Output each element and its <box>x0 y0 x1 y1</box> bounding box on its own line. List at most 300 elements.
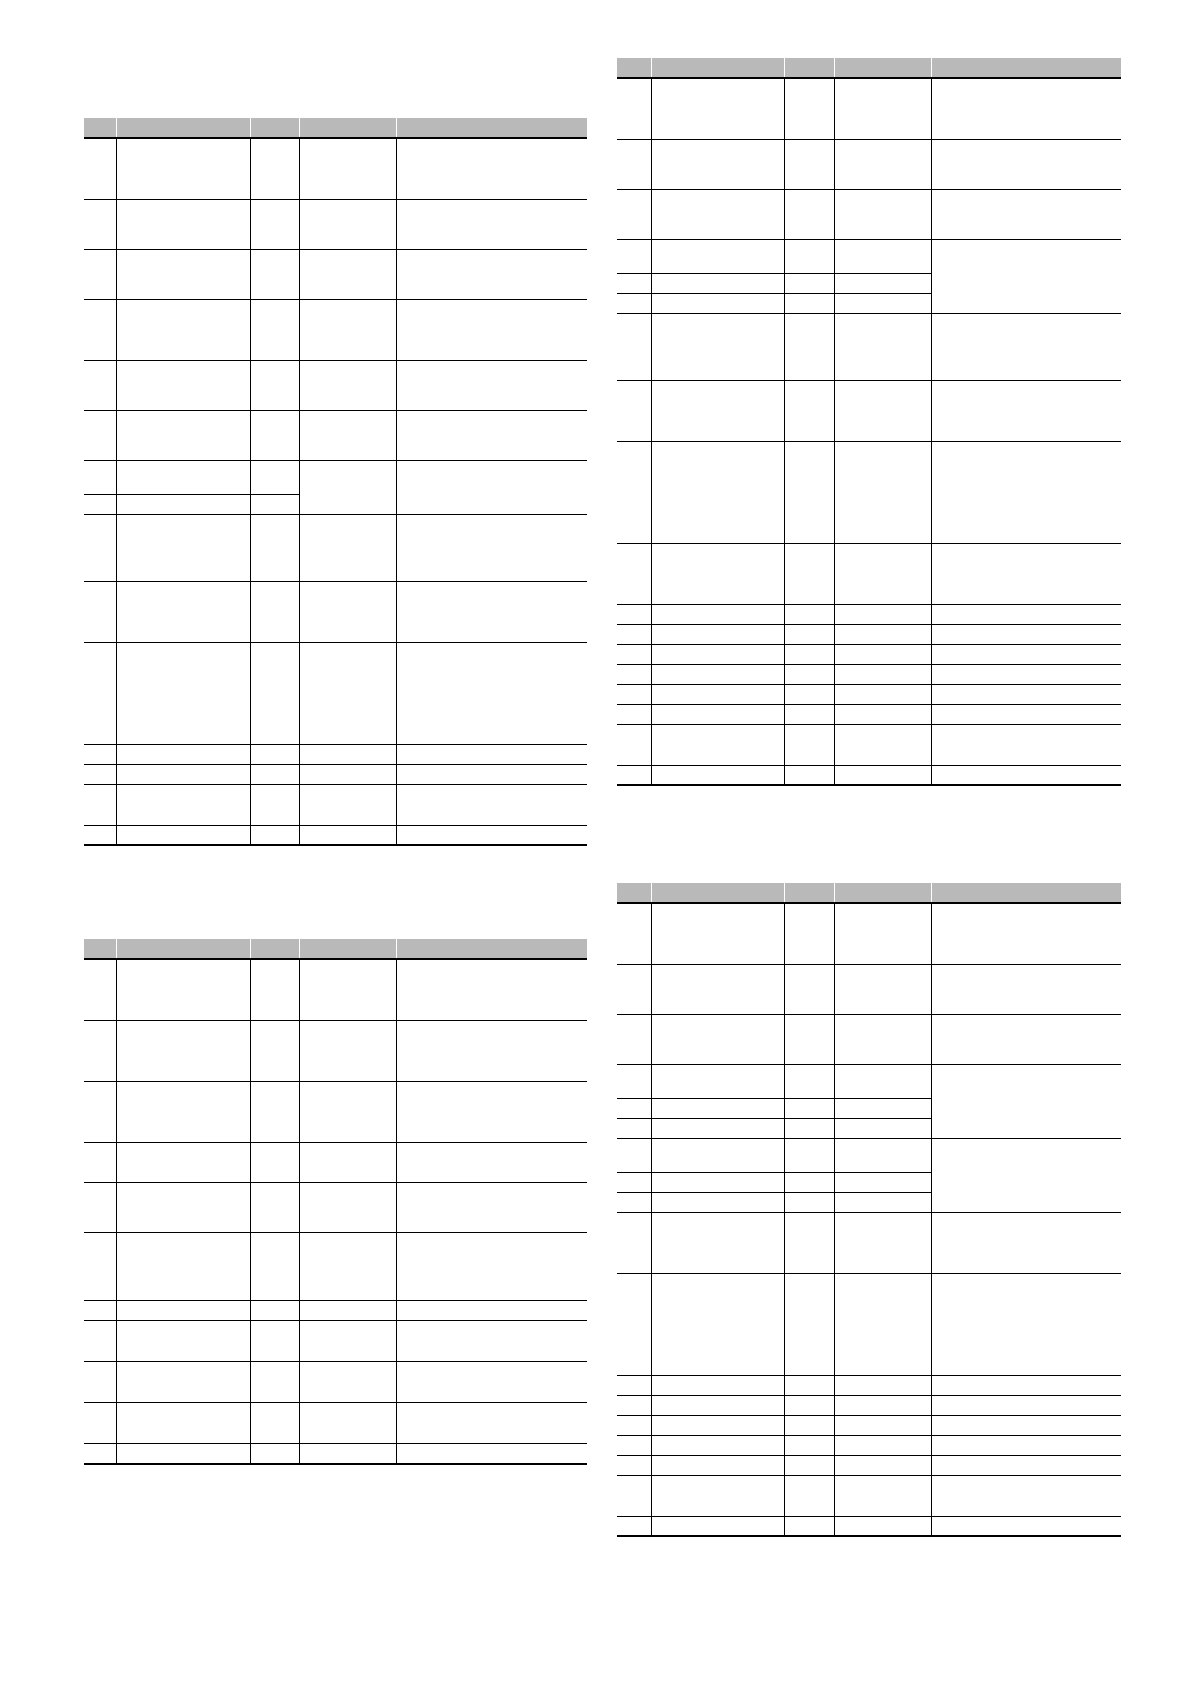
table-cell <box>396 514 587 581</box>
table-cell <box>931 1273 1121 1375</box>
table-body <box>617 903 1121 1536</box>
table-cell <box>651 1118 784 1138</box>
table-cell <box>250 460 299 494</box>
table-header <box>84 939 587 959</box>
table-body <box>617 78 1121 785</box>
table-cell <box>617 1273 651 1375</box>
table-row <box>617 1516 1121 1536</box>
table-cell <box>250 138 299 199</box>
table-cell <box>651 78 784 139</box>
table-cell <box>617 1064 651 1098</box>
table-cell <box>396 784 587 825</box>
table-header <box>617 58 1121 78</box>
table-cell <box>784 903 834 964</box>
table-cell <box>931 1375 1121 1395</box>
table-cell <box>299 249 396 299</box>
table-cell <box>834 1395 931 1415</box>
table-cell <box>834 1098 931 1118</box>
table-cell <box>396 410 587 460</box>
table-cell <box>396 1300 587 1320</box>
table-cell <box>250 764 299 784</box>
table-cell <box>834 1138 931 1172</box>
table-cell <box>651 1273 784 1375</box>
table-cell <box>617 1014 651 1064</box>
table-row <box>84 138 587 199</box>
table-cell <box>617 1375 651 1395</box>
table-cell <box>931 1516 1121 1536</box>
table-cell <box>396 764 587 784</box>
table-cell <box>651 684 784 704</box>
table-cell <box>250 1361 299 1402</box>
table-cell <box>396 199 587 249</box>
table-cell <box>396 1402 587 1443</box>
table-cell <box>617 139 651 189</box>
table-row <box>617 704 1121 724</box>
table-cell <box>250 581 299 642</box>
table-cell <box>84 959 116 1020</box>
table-row <box>617 1435 1121 1455</box>
table-cell <box>617 380 651 441</box>
table-cell <box>651 313 784 380</box>
table-cell <box>834 1192 931 1212</box>
table-cell <box>651 189 784 239</box>
table-header <box>617 883 1121 903</box>
table-row <box>84 514 587 581</box>
table-row <box>617 1064 1121 1098</box>
table-cell <box>116 1361 250 1402</box>
table-cell <box>84 410 116 460</box>
table-cell <box>116 784 250 825</box>
table-cell <box>651 624 784 644</box>
table-cell <box>299 1182 396 1232</box>
table-cell <box>299 1320 396 1361</box>
table-cell <box>617 1455 651 1475</box>
table-cell <box>396 825 587 845</box>
table-row <box>617 1014 1121 1064</box>
table-cell <box>299 1361 396 1402</box>
table-cell <box>250 1320 299 1361</box>
table-cell <box>84 360 116 410</box>
table-cell <box>396 1232 587 1300</box>
table-cell <box>931 1435 1121 1455</box>
table-cell <box>834 273 931 293</box>
table-cell <box>834 293 931 313</box>
table-cell <box>116 494 250 514</box>
table-cell <box>651 1212 784 1273</box>
table-cell <box>651 1014 784 1064</box>
table-cell <box>299 959 396 1020</box>
table-cell <box>834 1118 931 1138</box>
table-cell <box>396 138 587 199</box>
table-cell <box>651 704 784 724</box>
table-row <box>617 189 1121 239</box>
table-cell <box>834 684 931 704</box>
table-cell <box>651 543 784 604</box>
table-cell <box>784 1192 834 1212</box>
table-cell <box>299 1443 396 1464</box>
table-cell <box>651 441 784 543</box>
table-row <box>617 139 1121 189</box>
table-cell <box>299 410 396 460</box>
table-cell <box>116 1402 250 1443</box>
table-cell <box>931 624 1121 644</box>
table-cell <box>651 724 784 765</box>
table-cell <box>784 644 834 664</box>
parameter-table-2 <box>84 939 587 1465</box>
table-cell <box>617 239 651 273</box>
table-cell <box>84 1142 116 1182</box>
table-cell <box>784 1212 834 1273</box>
table-cell <box>396 581 587 642</box>
table-cell <box>931 1395 1121 1415</box>
table-cell <box>617 543 651 604</box>
table-cell <box>84 1020 116 1081</box>
table-cell <box>84 1182 116 1232</box>
table-cell <box>299 1142 396 1182</box>
table-cell <box>784 704 834 724</box>
table-body <box>84 959 587 1464</box>
table-cell <box>617 189 651 239</box>
table-cell <box>834 765 931 785</box>
table-cell <box>299 514 396 581</box>
table-cell <box>931 724 1121 765</box>
table-cell <box>651 1192 784 1212</box>
table-cell <box>617 1212 651 1273</box>
table-cell <box>784 1014 834 1064</box>
table-cell <box>784 664 834 684</box>
table-cell <box>834 313 931 380</box>
table-row <box>617 239 1121 273</box>
table-cell <box>250 1182 299 1232</box>
table-cell <box>250 744 299 764</box>
table-cell <box>299 299 396 360</box>
table-cell <box>931 313 1121 380</box>
table-cell <box>617 664 651 684</box>
table-cell <box>299 744 396 764</box>
table-cell <box>84 1361 116 1402</box>
table-cell <box>931 441 1121 543</box>
table-cell <box>396 1081 587 1142</box>
table-cell <box>84 1320 116 1361</box>
table-cell <box>651 604 784 624</box>
table-cell <box>299 642 396 744</box>
table-cell <box>651 1435 784 1455</box>
table-cell <box>250 1142 299 1182</box>
table-cell <box>84 1443 116 1464</box>
table-cell <box>116 138 250 199</box>
table-cell <box>834 543 931 604</box>
table-row <box>84 642 587 744</box>
table-cell <box>250 1443 299 1464</box>
table-row <box>617 1212 1121 1273</box>
table-cell <box>250 959 299 1020</box>
table-cell <box>116 1320 250 1361</box>
table-cell <box>784 78 834 139</box>
table-row <box>84 1320 587 1361</box>
table-cell <box>299 1232 396 1300</box>
table-cell <box>84 764 116 784</box>
table-cell <box>116 642 250 744</box>
table-cell <box>651 1475 784 1516</box>
table-cell <box>784 1273 834 1375</box>
table-cell <box>250 514 299 581</box>
table-cell <box>651 644 784 664</box>
table-cell <box>116 460 250 494</box>
table-cell <box>250 642 299 744</box>
table-row <box>617 1375 1121 1395</box>
table-cell <box>834 664 931 684</box>
table-row <box>617 724 1121 765</box>
table-cell <box>651 1098 784 1118</box>
table-cell <box>651 273 784 293</box>
table-cell <box>299 460 396 514</box>
table-cell <box>651 1516 784 1536</box>
table-row <box>84 1361 587 1402</box>
table-cell <box>84 494 116 514</box>
table-row <box>84 1142 587 1182</box>
table-cell <box>931 1138 1121 1212</box>
table-cell <box>784 624 834 644</box>
table-row <box>84 299 587 360</box>
table-row <box>84 825 587 845</box>
table-cell <box>84 1402 116 1443</box>
table-cell <box>931 644 1121 664</box>
table-cell <box>84 460 116 494</box>
table-row <box>617 543 1121 604</box>
table-cell <box>299 199 396 249</box>
table-cell <box>617 624 651 644</box>
table-row <box>617 1455 1121 1475</box>
table-cell <box>116 410 250 460</box>
table-cell <box>116 249 250 299</box>
table-cell <box>834 1172 931 1192</box>
table-cell <box>931 1475 1121 1516</box>
table-cell <box>931 139 1121 189</box>
table-cell <box>250 1300 299 1320</box>
table-cell <box>396 642 587 744</box>
table-cell <box>299 581 396 642</box>
table-cell <box>617 78 651 139</box>
table-cell <box>651 1395 784 1415</box>
table-cell <box>84 642 116 744</box>
table-cell <box>250 494 299 514</box>
table-row <box>84 1020 587 1081</box>
table-row <box>84 1232 587 1300</box>
table-cell <box>834 441 931 543</box>
table-row <box>617 1273 1121 1375</box>
table-cell <box>116 744 250 764</box>
table-cell <box>784 604 834 624</box>
table-cell <box>617 704 651 724</box>
table-cell <box>834 624 931 644</box>
table-cell <box>250 1020 299 1081</box>
table-cell <box>651 1415 784 1435</box>
table-row <box>84 959 587 1020</box>
table-cell <box>84 514 116 581</box>
table-cell <box>116 1142 250 1182</box>
table-cell <box>299 1081 396 1142</box>
table-cell <box>651 239 784 273</box>
table-cell <box>617 1516 651 1536</box>
table-cell <box>784 765 834 785</box>
table-cell <box>116 959 250 1020</box>
table-cell <box>617 441 651 543</box>
parameter-table-1 <box>84 118 587 846</box>
table-cell <box>116 581 250 642</box>
table-cell <box>116 360 250 410</box>
table-cell <box>834 1516 931 1536</box>
table-cell <box>931 78 1121 139</box>
table-cell <box>84 199 116 249</box>
table-row <box>84 360 587 410</box>
table-cell <box>834 1014 931 1064</box>
table-cell <box>617 1118 651 1138</box>
table-cell <box>784 1455 834 1475</box>
table-cell <box>250 825 299 845</box>
table-cell <box>834 139 931 189</box>
table-cell <box>651 1375 784 1395</box>
table-cell <box>784 1395 834 1415</box>
table-row <box>84 1081 587 1142</box>
table-cell <box>396 299 587 360</box>
table-cell <box>617 1395 651 1415</box>
table-cell <box>931 189 1121 239</box>
table-cell <box>617 273 651 293</box>
table-cell <box>931 1415 1121 1435</box>
table-cell <box>396 360 587 410</box>
table-cell <box>931 903 1121 964</box>
table-cell <box>396 1020 587 1081</box>
table-cell <box>834 380 931 441</box>
table-cell <box>116 514 250 581</box>
table-cell <box>651 293 784 313</box>
table-row <box>84 1182 587 1232</box>
table-cell <box>834 1415 931 1435</box>
table-cell <box>84 825 116 845</box>
table-cell <box>84 1300 116 1320</box>
table-cell <box>116 1020 250 1081</box>
table-cell <box>84 1081 116 1142</box>
table-cell <box>116 299 250 360</box>
table-cell <box>651 765 784 785</box>
table-cell <box>931 1455 1121 1475</box>
table-cell <box>617 903 651 964</box>
table-cell <box>784 1172 834 1192</box>
table-cell <box>834 1435 931 1455</box>
table-cell <box>617 313 651 380</box>
table-row <box>617 1475 1121 1516</box>
table-cell <box>617 1415 651 1435</box>
table-cell <box>931 1064 1121 1138</box>
table-cell <box>784 724 834 765</box>
table-cell <box>931 964 1121 1014</box>
table-cell <box>250 299 299 360</box>
table-cell <box>250 249 299 299</box>
table-cell <box>617 1098 651 1118</box>
table-row <box>84 784 587 825</box>
table-row <box>617 604 1121 624</box>
table-row <box>617 1415 1121 1435</box>
table-cell <box>784 1375 834 1395</box>
table-row <box>617 664 1121 684</box>
table-cell <box>116 825 250 845</box>
table-cell <box>116 1182 250 1232</box>
table-body <box>84 138 587 845</box>
parameter-table-3 <box>617 58 1121 786</box>
table-cell <box>834 964 931 1014</box>
table-cell <box>784 293 834 313</box>
table-cell <box>617 1475 651 1516</box>
table-row <box>617 1395 1121 1415</box>
table-row <box>617 964 1121 1014</box>
table-cell <box>651 1455 784 1475</box>
table-cell <box>250 1081 299 1142</box>
table-cell <box>834 1273 931 1375</box>
table-cell <box>617 644 651 664</box>
table-row <box>617 903 1121 964</box>
table-cell <box>651 139 784 189</box>
table-cell <box>784 1475 834 1516</box>
table-cell <box>834 724 931 765</box>
table-cell <box>784 1118 834 1138</box>
table-cell <box>834 78 931 139</box>
table-cell <box>617 604 651 624</box>
table-cell <box>396 249 587 299</box>
table-cell <box>396 1182 587 1232</box>
table-cell <box>84 784 116 825</box>
table-cell <box>784 380 834 441</box>
table-row <box>84 460 587 494</box>
table-cell <box>299 825 396 845</box>
table-cell <box>84 581 116 642</box>
table-cell <box>250 1232 299 1300</box>
table-cell <box>834 704 931 724</box>
table-cell <box>931 765 1121 785</box>
table-cell <box>250 1402 299 1443</box>
table-cell <box>784 239 834 273</box>
table-cell <box>784 1138 834 1172</box>
table-row <box>617 380 1121 441</box>
table-cell <box>250 784 299 825</box>
table-cell <box>834 1475 931 1516</box>
table-cell <box>84 744 116 764</box>
table-cell <box>784 1516 834 1536</box>
table-cell <box>931 380 1121 441</box>
table-row <box>617 765 1121 785</box>
table-cell <box>784 441 834 543</box>
table-cell <box>651 1064 784 1098</box>
table-row <box>617 1138 1121 1172</box>
table-cell <box>84 138 116 199</box>
table-cell <box>617 724 651 765</box>
table-cell <box>116 1300 250 1320</box>
table-cell <box>931 684 1121 704</box>
table-cell <box>784 684 834 704</box>
table-cell <box>784 139 834 189</box>
table-cell <box>617 964 651 1014</box>
table-cell <box>784 1064 834 1098</box>
table-cell <box>617 1138 651 1172</box>
parameter-table-4 <box>617 883 1121 1537</box>
table-cell <box>784 189 834 239</box>
table-cell <box>834 189 931 239</box>
table-cell <box>116 764 250 784</box>
table-cell <box>617 293 651 313</box>
table-cell <box>834 1455 931 1475</box>
table-cell <box>299 1300 396 1320</box>
table-cell <box>299 1402 396 1443</box>
table-cell <box>931 543 1121 604</box>
